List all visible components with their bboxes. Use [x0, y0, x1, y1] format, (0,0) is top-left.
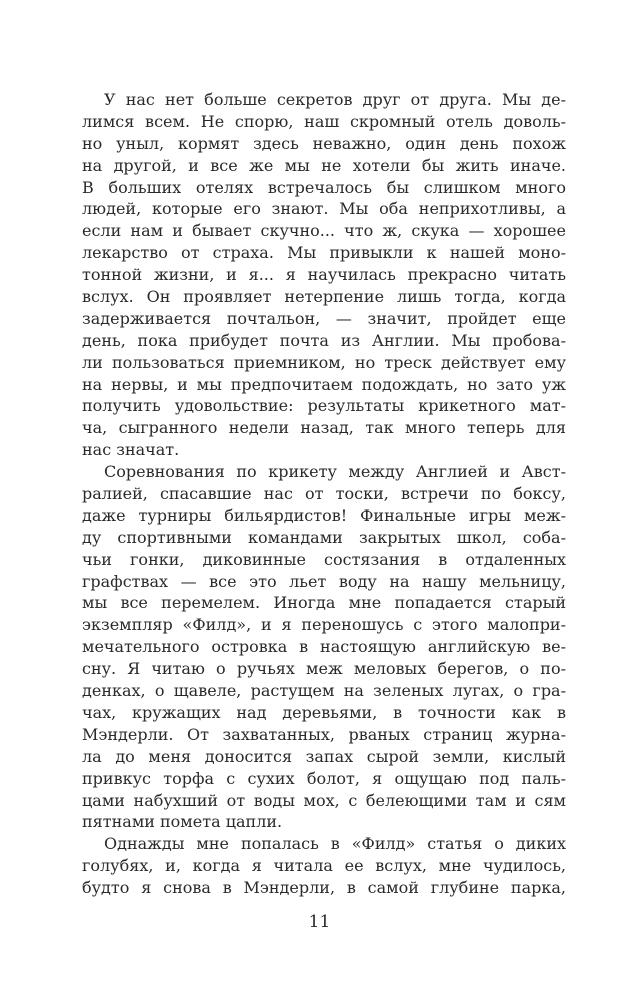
- text-line: денках, о щавеле, растущем на зеленых лугах, о гра-: [82, 681, 566, 701]
- paragraph: [82, 461, 566, 833]
- text-line: У нас нет больше секретов друг от друга. Мы де-: [104, 90, 566, 109]
- text-line: ли пользоваться приемником, но треск действует ему: [82, 352, 566, 372]
- text-line: если нам и бывает скучно... что ж, скука — хорошее: [82, 221, 566, 241]
- text-line: людей, которые его знают. Мы оба неприхотливы, а: [82, 199, 566, 219]
- text-line: Однажды мне попалась в «Филд» статья о диких: [104, 834, 566, 854]
- text-line: даже турниры бильярдистов! Финальные игры меж-: [82, 505, 566, 525]
- text-line: чьи гонки, диковинные состязания в отдаленных: [82, 549, 566, 569]
- text-line: лимся всем. Не спорю, наш скромный отель доволь-: [82, 111, 566, 131]
- text-line: на другой, и все же мы не хотели бы жить иначе.: [82, 155, 566, 175]
- text-line: цами набухший от воды мох, с белеющими там и сям: [82, 790, 566, 810]
- text-line: на нервы, и мы предпочитаем подождать, но зато уж: [82, 374, 566, 394]
- text-line: чах, кружащих над деревьями, в точности как в: [82, 702, 566, 722]
- book-page-text: [82, 89, 566, 899]
- text-line: ду спортивными командами закрытых школ, соба-: [82, 527, 566, 547]
- page-number: 11: [308, 912, 331, 932]
- text-line: Соревнования по крикету между Англией и Авст-: [104, 462, 566, 482]
- text-line: Мэндерли. От захватанных, рваных страниц журна-: [82, 724, 566, 744]
- text-line: лекарство от страха. Мы привыкли к нашей моно-: [82, 243, 566, 263]
- text-line: мы все перемелем. Иногда мне попадается старый: [82, 593, 566, 613]
- text-line: вслух. Он проявляет нетерпение лишь тогда, когда: [82, 287, 566, 307]
- text-line: мечательного островка в настоящую английскую ве-: [82, 637, 566, 657]
- text-line: нас значат.: [82, 440, 180, 460]
- text-line: привкус торфа с сухих болот, я ощущаю под паль-: [82, 768, 566, 788]
- text-line: но уныл, кормят здесь неважно, один день похож: [82, 133, 566, 153]
- text-line: экземпляр «Филд», и я переношусь с этого малопри-: [82, 615, 566, 635]
- text-line: графствах — все это льет воду на нашу мельницу,: [82, 571, 566, 591]
- paragraph: [82, 89, 566, 461]
- text-line: ла до меня доносится запах сырой земли, кислый: [82, 746, 566, 766]
- text-line: пятнами помета цапли.: [82, 812, 283, 832]
- text-line: ралией, спасавшие нас от тоски, встречи по боксу,: [82, 484, 566, 504]
- text-line: сну. Я читаю о ручьях меж меловых берегов, о по-: [82, 659, 566, 679]
- paragraph: [82, 833, 566, 899]
- text-line: задерживается почтальон, — значит, пройдет еще: [82, 308, 566, 328]
- text-line: голубях, и, когда я читала ее вслух, мне чудилось,: [82, 856, 566, 876]
- text-line: будто я снова в Мэндерли, в самой глубине парка,: [82, 878, 566, 898]
- text-line: В больших отелях встречалось бы слишком много: [82, 177, 566, 197]
- text-line: тонной жизни, и я... я научилась прекрасно читать: [82, 265, 566, 285]
- text-line: ча, сыгранного недели назад, так много теперь для: [82, 418, 566, 438]
- text-line: день, пока прибудет почта из Англии. Мы пробова-: [82, 330, 566, 350]
- text-line: получить удовольствие: результаты крикетного мат-: [82, 396, 566, 416]
